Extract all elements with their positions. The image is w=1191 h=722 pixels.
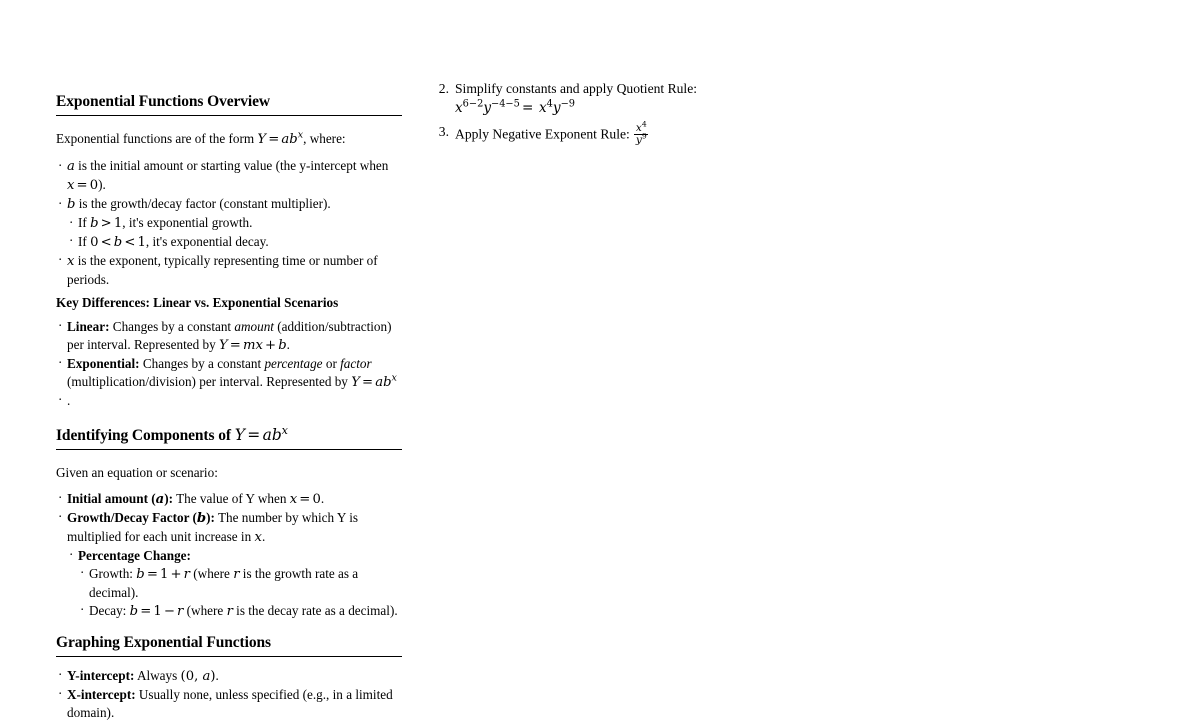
growth-factor-math-x: x xyxy=(254,529,262,545)
key-differences-list xyxy=(56,318,402,410)
exponential-text-a: Changes by a constant xyxy=(139,355,265,371)
section-heading-graphing xyxy=(56,633,402,657)
exponential-label: Exponential: xyxy=(67,355,140,371)
initial-amount-math: x = 0 xyxy=(289,491,321,507)
decay-formula-post: is the decay rate as a decimal). xyxy=(232,602,398,618)
subbullet-post-decay: , it's exponential decay. xyxy=(145,234,269,250)
bullet-text-x: is the exponent, typically representing time or number of periods. xyxy=(67,253,378,288)
initial-amount-label-post: ): xyxy=(164,490,174,506)
growth-factor-label-math: b xyxy=(196,510,207,526)
graphing-list xyxy=(56,667,402,722)
y-intercept-math: (0, a) xyxy=(180,669,216,685)
list-item xyxy=(56,490,402,509)
bullet-text-a-tail: ). xyxy=(98,177,106,193)
x-intercept-label: X-intercept: xyxy=(67,686,136,702)
fraction-denominator: $y^9$ xyxy=(635,131,647,147)
linear-text-c: . xyxy=(286,336,290,352)
step-2-formula-inline: $x^{6-2}y^{-4-5}$ = xyxy=(455,98,534,117)
section-heading-overview-text: Exponential Functions Overview xyxy=(56,93,271,110)
growth-factor-label-post: ): xyxy=(206,509,215,525)
linear-label: Linear: xyxy=(67,318,110,334)
list-item xyxy=(56,355,402,392)
percentage-change-sublist xyxy=(67,547,402,621)
fraction-numerator: $x^4$ xyxy=(635,119,647,135)
list-item xyxy=(78,602,402,621)
list-item xyxy=(56,252,402,289)
decay-formula-math-r: r xyxy=(226,603,233,619)
step-number-3: 3. xyxy=(438,124,449,140)
percentage-change-heading: Percentage Change: xyxy=(78,547,191,563)
list-item xyxy=(56,318,402,355)
list-item xyxy=(67,547,402,621)
subbullet-post-growth: , it's exponential growth. xyxy=(122,215,253,231)
initial-amount-text: The value of Y when xyxy=(173,490,290,506)
bullet-math-x: x xyxy=(67,254,75,270)
decay-formula-pre: Decay: xyxy=(89,602,130,618)
initial-amount-label-math: a xyxy=(155,491,165,507)
subbullet-pre-growth: If xyxy=(78,215,91,231)
linear-text-a: Changes by a constant xyxy=(109,318,235,334)
linear-emph-amount: amount xyxy=(234,318,274,334)
subheading-key-differences: Key Differences: Linear vs. Exponential Scenarios xyxy=(56,295,339,310)
overview-intro-formula: $Y = ab^x$ xyxy=(257,129,304,148)
bullet-math-a: a xyxy=(67,159,75,175)
growth-formula-math: b = 1 + r xyxy=(136,566,190,582)
initial-amount-label-pre: Initial amount ( xyxy=(67,490,156,506)
subbullet-math-growth: b > 1 xyxy=(90,216,123,232)
bullet-text-b: is the growth/decay factor (constant multiplier). xyxy=(75,196,331,212)
identifying-components-list xyxy=(56,490,402,621)
overview-intro-paragraph xyxy=(56,130,402,149)
bullet-math-b: b xyxy=(67,197,76,213)
list-item xyxy=(432,119,778,147)
growth-factor-label-pre: Growth/Decay Factor ( xyxy=(67,509,197,525)
exponential-text-b: or xyxy=(322,355,341,371)
trailing-period-line xyxy=(56,392,402,410)
y-intercept-label: Y-intercept: xyxy=(67,668,135,684)
overview-intro-after: , where: xyxy=(303,131,346,147)
list-item xyxy=(67,214,402,233)
list-item xyxy=(432,80,778,117)
exponential-formula: $Y = ab^x$ xyxy=(351,372,397,390)
section-heading-graphing-text: Graphing Exponential Functions xyxy=(56,633,271,651)
growth-factor-text: The number by which Y is multiplied for each unit increase in xyxy=(67,509,359,544)
decay-formula-mid: (where xyxy=(183,602,227,618)
identifying-intro: Given an equation or scenario: xyxy=(56,465,218,481)
exponential-emph-percentage: percentage xyxy=(264,355,323,371)
percentage-change-formulas xyxy=(78,565,402,621)
x-intercept-text: Usually none, unless specified (e.g., in a limited domain). xyxy=(67,686,393,720)
decay-formula-math: b = 1 − r xyxy=(129,603,184,619)
growth-formula-math-r: r xyxy=(233,566,240,582)
section-heading-identifying-formula: $Y = ab^x$ xyxy=(234,423,288,444)
growth-decay-sublist xyxy=(67,214,402,252)
right-column xyxy=(432,80,778,152)
section-heading-overview xyxy=(56,92,402,116)
overview-bullet-list xyxy=(56,157,402,289)
trailing-period: . xyxy=(67,392,71,408)
step-2-formula-result: $x^4y^{-9}$ xyxy=(539,98,576,117)
initial-amount-text-tail: . xyxy=(320,490,325,506)
y-intercept-text-tail: . xyxy=(215,668,219,684)
y-intercept-text: Always xyxy=(134,668,181,684)
section-heading-identifying-components xyxy=(56,423,402,450)
subbullet-pre-decay: If xyxy=(78,234,91,250)
overview-intro-before: Exponential functions are of the form xyxy=(56,131,258,147)
list-item xyxy=(78,565,402,602)
list-item xyxy=(56,195,402,252)
simplification-steps-list xyxy=(432,80,778,146)
exponential-text-c: (multiplication/division) per interval. Represented by xyxy=(67,373,352,389)
bullet-math-x-eq-0: x = 0 xyxy=(67,178,99,194)
list-item xyxy=(56,157,402,195)
step-3-text: Apply Negative Exponent Rule: xyxy=(455,126,634,142)
linear-text-b: (addition/subtraction) per interval. Represented by xyxy=(67,318,392,352)
section-heading-identifying-text: Identifying Components of xyxy=(56,426,235,444)
growth-formula-post: is the growth rate as a decimal). xyxy=(89,565,359,600)
bullet-text-a: is the initial amount or starting value (the y-intercept when xyxy=(74,158,389,174)
left-column xyxy=(56,92,402,722)
exponential-emph-factor: factor xyxy=(340,355,372,371)
list-item xyxy=(56,686,402,722)
step-3-fraction xyxy=(634,119,648,147)
step-number-2: 2. xyxy=(438,81,449,96)
list-item xyxy=(56,667,402,686)
subbullet-math-decay: 0 < b < 1 xyxy=(90,235,146,251)
growth-factor-text-tail: . xyxy=(261,528,266,544)
growth-formula-mid: (where xyxy=(189,565,234,581)
step-2-text: Simplify constants and apply Quotient Rule: xyxy=(455,81,698,96)
growth-formula-pre: Growth: xyxy=(89,565,137,581)
list-item xyxy=(67,233,402,252)
linear-formula: Y = mx + b xyxy=(218,337,287,353)
list-item xyxy=(56,509,402,621)
